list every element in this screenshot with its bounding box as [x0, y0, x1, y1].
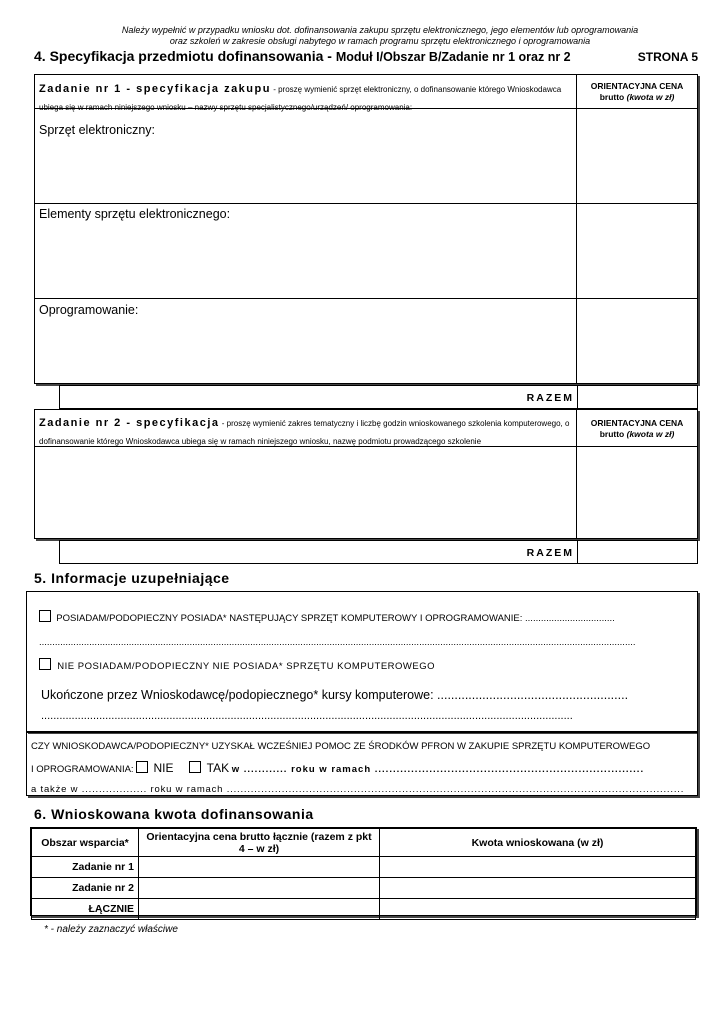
prior-help-yes-checkbox[interactable] [189, 761, 201, 773]
row-task1-label: Zadanie nr 1 [32, 857, 139, 878]
prior-help-year-field[interactable]: w ............ roku w ramach .......................................................................... [231, 764, 645, 775]
task1-row-software[interactable]: Oprogramowanie: [35, 299, 577, 383]
prior-help-question: CZY WNIOSKODAWCA/PODOPIECZNY* UZYSKAŁ WCZEŚNIEJ POMOC ZE ŚRODKÓW PFRON W ZAKUPIE SPRZĘTU KOMPUTEROWEGO [31, 741, 651, 752]
task1-title: Zadanie nr 1 - specyfikacja zakupu [39, 83, 271, 95]
section5-box [26, 591, 698, 732]
task2-total-row [59, 540, 698, 564]
own-equipment-checkbox[interactable] [39, 610, 51, 622]
prior-help-no-checkbox[interactable] [136, 761, 148, 773]
footnote: * - należy zaznaczyć właściwe [44, 924, 178, 935]
task2-body[interactable] [35, 447, 577, 538]
own-equipment-dots[interactable]: .................................................................................................................................................................................................................................. [39, 637, 636, 648]
section4-title: 4. Specyfikacja przedmiotu dofinansowania - Moduł I/Obszar B/Zadanie nr 1 oraz nr 2 [34, 48, 571, 64]
row-task2-amount[interactable] [380, 878, 696, 899]
prior-help-box [26, 732, 698, 796]
header-note-line1: Należy wypełnić w przypadku wniosku dot. dofinansowania zakupu sprzętu elektronicznego, jego elementów lub oprogramowania [121, 25, 639, 35]
courses-field[interactable]: Ukończone przez Wnioskodawcę/podopiecznego* kursy komputerowe: ....................................................... [41, 688, 629, 702]
task2-header [35, 410, 577, 447]
courses-dots[interactable]: .............................................................................................................................................................................. [41, 710, 573, 722]
task2-total-value[interactable] [578, 541, 697, 563]
task2-desc: - proszę wymienić zakres tematyczny i liczbę godzin wnioskowanego szkolenia komputerowego, o dofinansowanie którego Wnioskodawca ubiega się w ramach niniejszego wniosku, nazwę podmiotu prowadzącego szkolenie [39, 419, 570, 446]
section5-title: 5. Informacje uzupełniające [34, 570, 230, 586]
task2-total-label: RAZEM [526, 547, 574, 559]
task1-table [34, 74, 698, 384]
col-support-area: Obszar wsparcia* [32, 829, 139, 857]
col-amount-requested: Kwota wnioskowana (w zł) [380, 829, 696, 857]
task1-row-hardware[interactable]: Sprzęt elektroniczny: [35, 109, 577, 204]
task2-price-header: ORIENTACYJNA CENA brutto (kwota w zł) [577, 410, 697, 447]
row-total-label: ŁĄCZNIE [32, 899, 139, 920]
task2-price[interactable] [577, 447, 697, 538]
row-task1-price[interactable] [139, 857, 380, 878]
col-price-total: Orientacyjna cena brutto łącznie (razem z pkt 4 – w zł) [139, 829, 380, 857]
prior-help-also-field[interactable]: a także w ................... roku w ramach ..................................................................................................................................... [31, 784, 685, 795]
no-equipment-checkbox[interactable] [39, 658, 51, 670]
task2-table [34, 409, 698, 539]
row-total-price[interactable] [139, 899, 380, 920]
row-total-amount[interactable] [380, 899, 696, 920]
task1-price-hardware[interactable] [577, 109, 697, 204]
page-label: STRONA 5 [637, 50, 698, 64]
header-note-line2: oraz szkoleń w zakresie obsługi nabytego w ramach programu sprzętu elektronicznego i oprogramowania [169, 36, 591, 46]
own-equipment-option: POSIADAM/PODOPIECZNY POSIADA* NASTĘPUJĄCY SPRZĘT KOMPUTEROWY I OPROGRAMOWANIE: .................................. [39, 610, 615, 624]
task2-title: Zadanie nr 2 - specyfikacja [39, 417, 220, 429]
task1-total-value[interactable] [578, 386, 697, 408]
section6-title: 6. Wnioskowana kwota dofinansowania [34, 806, 314, 822]
task1-total-row [59, 385, 698, 409]
task1-desc: - proszę wymienić sprzęt elektroniczny, o dofinansowanie którego Wnioskodawca ubiega się w ramach niniejszego wniosku – nazwy sprzętu specjalistycznego/urządzeń/ oprogramowania: [39, 85, 562, 112]
task1-total-label: RAZEM [526, 392, 574, 404]
no-equipment-option: NIE POSIADAM/PODOPIECZNY NIE POSIADA* SPRZĘTU KOMPUTEROWEGO [39, 658, 435, 672]
section6-table [30, 827, 697, 916]
task1-price-header: ORIENTACYJNA CENA brutto (kwota w zł) [577, 75, 697, 109]
row-task2-price[interactable] [139, 878, 380, 899]
prior-help-answer-row: I OPROGRAMOWANIA: NIE TAK w ............ roku w ramach .......................................................................... [31, 761, 645, 775]
task1-header [35, 75, 577, 112]
task1-row-elements[interactable]: Elementy sprzętu elektronicznego: [35, 204, 577, 299]
task1-price-elements[interactable] [577, 204, 697, 299]
row-task1-amount[interactable] [380, 857, 696, 878]
row-task2-label: Zadanie nr 2 [32, 878, 139, 899]
task1-price-software[interactable] [577, 299, 697, 383]
